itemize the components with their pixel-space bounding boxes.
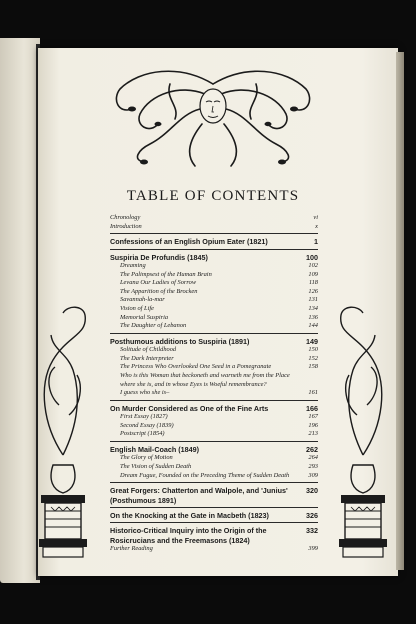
toc-entry-page: 320 bbox=[306, 486, 318, 496]
toc-entry[interactable] bbox=[110, 355, 318, 364]
toc-entry-page: 144 bbox=[308, 322, 318, 330]
toc-entry-page: 100 bbox=[306, 252, 318, 262]
toc-entry[interactable] bbox=[110, 346, 318, 355]
toc-entry-page: 149 bbox=[306, 336, 318, 346]
section-divider bbox=[110, 441, 318, 442]
toc-entry[interactable] bbox=[110, 223, 318, 232]
toc-entry[interactable] bbox=[110, 472, 318, 481]
toc-entry-title: Levana Our Ladies of Sorrow bbox=[120, 279, 197, 287]
toc-entry[interactable] bbox=[110, 262, 318, 271]
toc-entry-title: Introduction bbox=[110, 222, 142, 230]
toc-entry-title: Memorial Suspiria bbox=[120, 313, 169, 321]
toc-entry-page: 126 bbox=[308, 287, 318, 295]
toc-entry-title: Dreaming bbox=[120, 262, 146, 269]
toc-entry[interactable] bbox=[110, 271, 318, 280]
toc-entry[interactable] bbox=[110, 413, 318, 422]
toc-entry-title: The Vision of Sudden Death bbox=[120, 462, 192, 470]
toc-entry-page: 264 bbox=[308, 454, 318, 462]
toc-entry-title: Who is this Woman that beckoneth and warneth me from the Place where she is, and in whose Eyes is Woeful remembrance? bbox=[120, 371, 290, 388]
toc-entry[interactable] bbox=[110, 214, 318, 223]
toc-entry[interactable] bbox=[110, 372, 318, 389]
section-divider bbox=[110, 482, 318, 483]
toc-entry-page: 150 bbox=[308, 346, 318, 354]
section-divider bbox=[110, 249, 318, 250]
toc-entry-page: 293 bbox=[308, 462, 318, 470]
toc-entry-title: The Palimpsest of the Human Brain bbox=[120, 270, 212, 278]
toc-entry[interactable] bbox=[110, 445, 318, 454]
section-divider bbox=[110, 233, 318, 234]
toc-entry-title: Dream Fugue, Founded on the Preceding Theme of Sudden Death bbox=[120, 471, 290, 479]
toc-entry[interactable] bbox=[110, 422, 318, 431]
page-title: TABLE OF CONTENTS bbox=[126, 188, 300, 204]
medusa-head-icon bbox=[110, 64, 316, 168]
toc-entry-page: 131 bbox=[308, 296, 318, 304]
toc-entry-title: I guess who she is– bbox=[120, 389, 170, 397]
section-divider bbox=[110, 507, 318, 508]
toc-entry-title: On Murder Considered as One of the Fine Arts bbox=[110, 403, 269, 413]
toc-entry-title: Savannah-la-mar bbox=[120, 296, 165, 304]
toc-entry-title: Posthumous additions to Suspiria (1891) bbox=[110, 336, 250, 346]
toc-entry-page: 167 bbox=[308, 413, 318, 421]
toc-entry-title: The Daughter of Lebanon bbox=[120, 322, 187, 330]
toc-entry-page: 118 bbox=[308, 279, 318, 287]
toc-entry-page: 326 bbox=[306, 510, 318, 520]
toc-entry-page: 1 bbox=[314, 237, 318, 247]
toc-entry-title: Confessions of an English Opium Eater (1821) bbox=[110, 237, 268, 247]
toc-entry-page: 399 bbox=[308, 545, 318, 553]
section-divider bbox=[110, 400, 318, 401]
toc-entry[interactable] bbox=[110, 253, 318, 262]
toc-entry[interactable] bbox=[110, 279, 318, 288]
toc-entry[interactable] bbox=[110, 363, 318, 372]
left-urn-ornament-icon bbox=[33, 305, 91, 560]
toc-entry[interactable] bbox=[110, 486, 318, 505]
page-block-edge bbox=[396, 52, 404, 570]
toc-entry-title: Suspiria De Profundis (1845) bbox=[110, 252, 208, 262]
toc-entry-title: Second Essay (1839) bbox=[120, 421, 174, 429]
table-of-contents bbox=[110, 214, 318, 554]
toc-entry-page: 102 bbox=[308, 262, 318, 269]
toc-entry-title: Vision of Life bbox=[120, 304, 154, 312]
toc-entry-title: Historico-Critical Inquiry into the Origin of the Rosicrucians and the Freemasons (1824) bbox=[110, 526, 267, 545]
toc-entry-title: The Dark Interpreter bbox=[120, 354, 174, 362]
toc-entry-page: x bbox=[315, 222, 318, 230]
toc-entry-title: The Apparition of the Brocken bbox=[120, 287, 198, 295]
toc-entry-page: 158 bbox=[308, 363, 318, 371]
toc-entry-title: First Essay (1827) bbox=[120, 413, 168, 421]
section-divider bbox=[110, 522, 318, 523]
toc-entry[interactable] bbox=[110, 389, 318, 398]
toc-entry-page: 161 bbox=[308, 389, 318, 397]
toc-entry-title: On the Knocking at the Gate in Macbeth (1823) bbox=[110, 510, 269, 520]
toc-entry[interactable] bbox=[110, 526, 318, 545]
toc-entry-page: 109 bbox=[308, 270, 318, 278]
toc-entry-title: Great Forgers: Chatterton and Walpole, and 'Junius' (Posthumous 1891) bbox=[110, 486, 288, 505]
toc-entry-title: Postscript (1854) bbox=[120, 430, 165, 438]
toc-entry-title: English Mail-Coach (1849) bbox=[110, 444, 200, 454]
toc-entry[interactable] bbox=[110, 404, 318, 413]
toc-entry-page: 196 bbox=[308, 421, 318, 429]
toc-entry-title: Further Reading bbox=[110, 545, 153, 553]
toc-entry-page: 136 bbox=[308, 313, 318, 321]
toc-entry[interactable] bbox=[110, 430, 318, 439]
toc-entry-page: 166 bbox=[306, 403, 318, 413]
toc-entry-page: 309 bbox=[308, 471, 318, 479]
toc-entry[interactable] bbox=[110, 314, 318, 323]
toc-entry-page: 262 bbox=[306, 444, 318, 454]
toc-entry-page: vi bbox=[313, 214, 318, 221]
toc-entry-title: The Glory of Motion bbox=[120, 454, 173, 462]
toc-entry-page: 152 bbox=[308, 354, 318, 362]
right-urn-ornament-icon bbox=[335, 305, 393, 560]
toc-entry-page: 134 bbox=[308, 304, 318, 312]
toc-entry[interactable] bbox=[110, 288, 318, 297]
toc-entry[interactable] bbox=[110, 337, 318, 346]
toc-entry-title: The Princess Who Overlooked One Seed in a Pomegranate bbox=[120, 363, 272, 371]
toc-entry[interactable] bbox=[110, 322, 318, 331]
toc-entry[interactable] bbox=[110, 454, 318, 463]
toc-entry-title: Solitude of Childhood bbox=[120, 346, 177, 354]
toc-entry[interactable] bbox=[110, 305, 318, 314]
toc-entry[interactable] bbox=[110, 296, 318, 305]
toc-entry-page: 213 bbox=[308, 430, 318, 438]
toc-entry[interactable] bbox=[110, 237, 318, 246]
toc-entry[interactable] bbox=[110, 463, 318, 472]
section-divider bbox=[110, 333, 318, 334]
toc-entry[interactable] bbox=[110, 511, 318, 520]
toc-entry-page: 332 bbox=[306, 526, 318, 536]
toc-entry-title: Chronology bbox=[110, 214, 141, 221]
toc-entry[interactable] bbox=[110, 545, 318, 554]
